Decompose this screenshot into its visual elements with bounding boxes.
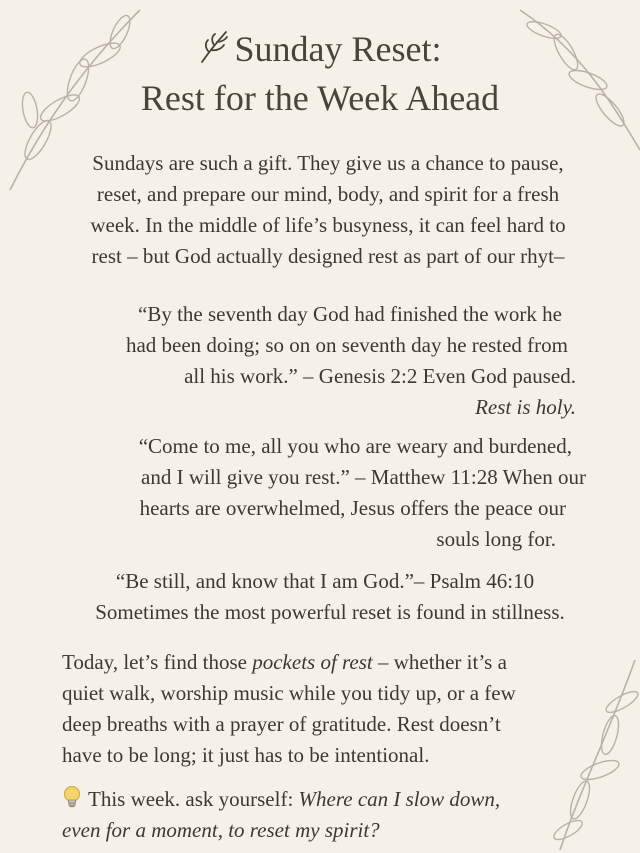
intro-paragraph: [58, 148, 598, 272]
prompt-line: This week. ask yourself: Where can I slow down,: [62, 784, 582, 815]
quote-line: souls long for.: [436, 527, 556, 551]
intro-line: reset, and prepare our mind, body, and spirit for a fresh: [96, 182, 560, 206]
leaf-sprig-icon: [199, 29, 229, 75]
paragraph-line: quiet walk, worship music while you tidy up, or a few: [62, 681, 516, 705]
scripture-quote-psalm: [60, 566, 620, 628]
emphasis-pockets-of-rest: pockets of rest: [252, 650, 373, 674]
intro-line: rest – but God actually designed rest as part of our rhyt–: [91, 244, 565, 268]
page-title: [0, 26, 640, 121]
scripture-quote-matthew: [60, 431, 586, 555]
paragraph-line: deep breaths with a prayer of gratitude. Rest doesn’t: [62, 712, 501, 736]
quote-line: Sometimes the most powerful reset is found in stillness.: [95, 600, 565, 624]
title-text-1: Sunday Reset:: [234, 29, 442, 69]
title-line-1: [0, 26, 640, 75]
prompt-question: Where can I slow down,: [298, 787, 501, 811]
rest-paragraph: [62, 647, 582, 771]
lightbulb-icon: [62, 785, 82, 809]
quote-line: “By the seventh day God had finished the work he: [138, 302, 562, 326]
paragraph-line: Today, let’s find those pockets of rest – whether it’s a: [62, 650, 507, 674]
quote-line: “Be still, and know that I am God.”– Psalm 46:10: [115, 569, 535, 593]
scripture-quote-genesis: [60, 299, 580, 423]
intro-line: Sundays are such a gift. They give us a chance to pause,: [92, 151, 564, 175]
paragraph-line: have to be long; it just has to be intentional.: [62, 743, 430, 767]
quote-line: “Come to me, all you who are weary and burdened,: [138, 434, 572, 458]
title-line-2: Rest for the Week Ahead: [140, 78, 500, 118]
reflection-prompt: [62, 784, 582, 846]
quote-line: and I will give you rest.” – Matthew 11:28 When our: [141, 465, 586, 489]
quote-emphasis: Rest is holy.: [475, 395, 576, 419]
quote-line: had been doing; so on on seventh day he rested from: [125, 333, 568, 357]
quote-line: hearts are overwhelmed, Jesus offers the peace our: [139, 496, 566, 520]
intro-line: week. In the middle of life’s busyness, it can feel hard to: [90, 213, 566, 237]
quote-line: all his work.” – Genesis 2:2 Even God paused.: [184, 364, 576, 388]
prompt-line: even for a moment, to reset my spirit?: [62, 818, 380, 842]
